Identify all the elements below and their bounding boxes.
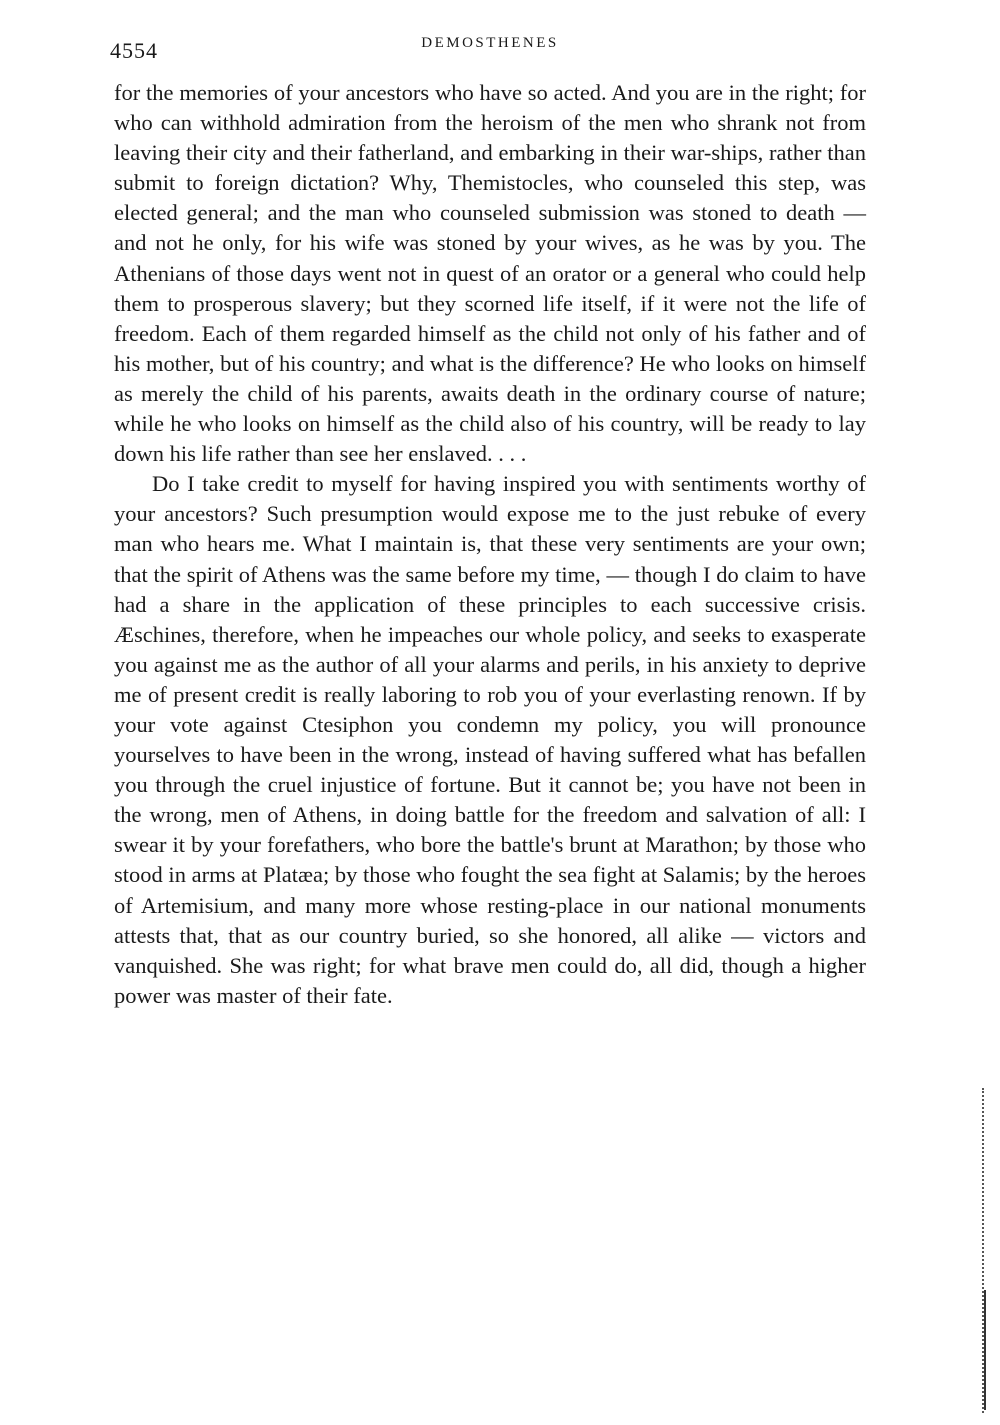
page-number: 4554 [110,38,158,63]
paragraph: Do I take credit to myself for having inspired you with sentiments worthy of your ancestors? Such presumption would expose me to the just rebuke of every man who hears me. What I maintain is, that these very sentiments are your own; that the spirit of Athens was the same before my time, — though I do claim to have had a share in the application of these principles to each successive crisis. Æschines, therefore, when he impeaches our whole policy, and seeks to exasperate you against me as the author of all your alarms and perils, in his anxiety to deprive me of present credit is really laboring to rob you of your everlasting renown. If by your vote against Ctesiphon you condemn my policy, you will pronounce yourselves to have been in the wrong, instead of having suffered what has befallen you through the cruel injustice of fortune. But it cannot be; you have not been in the wrong, men of Athens, in doing battle for the freedom and salvation of all: I swear it by your forefathers, who bore the battle's brunt at Marathon; by those who stood in arms at Platæa; by those who fought the sea fight at Salamis; by the heroes of Artemisium, and many more whose resting-place in our national monuments attests that, that as our country buried, so she honored, all alike — victors and vanquished. She was right; for what brave men could do, all did, though a higher power was master of their fate. [114,471,866,1008]
scan-margin-edge [984,1290,986,1410]
paragraph: for the memories of your ancestors who have so acted. And you are in the right; for who can withhold admiration from the heroism of the men who shrank not from leaving their city and their fatherland, and embarking in their war-ships, rather than submit to foreign dictation? Why, Themistocles, who counseled this step, was elected general; and the man who counseled submission was stoned to death — and not he only, for his wife was stoned by your wives, as he was by you. The Athenians of those days went not in quest of an orator or a general who could help them to prosperous slavery; but they scorned life itself, if it were not the life of freedom. Each of them regarded himself as the child not only of his father and of his mother, but of his country; and what is the difference? He who looks on himself as merely the child of his parents, awaits death in the ordinary course of nature; while he who looks on himself as the child also of his country, will be ready to lay down his life rather than see her enslaved. . . . [114,80,866,467]
page-header [110,28,870,68]
body-text [114,78,866,1011]
running-title: DEMOSTHENES [421,35,559,51]
